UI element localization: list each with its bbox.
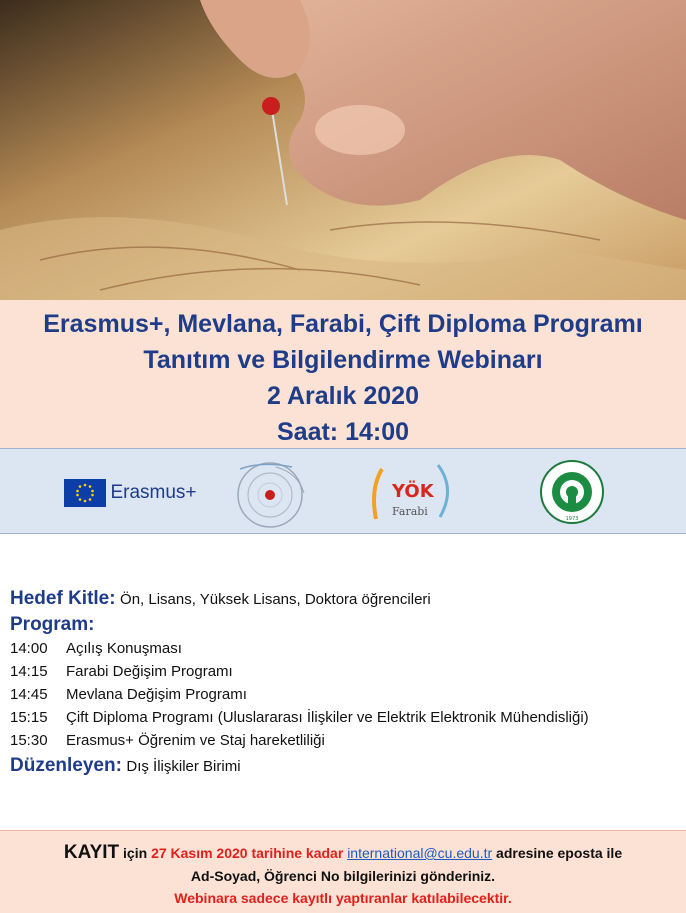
audience-value: Ön, Lisans, Yüksek Lisans, Doktora öğrencileri	[120, 591, 431, 608]
program-item	[10, 660, 680, 683]
erasmus-logo	[64, 479, 214, 543]
program-title: Çift Diploma Programı (Uluslararası İlişkiler ve Elektrik Elektronik Mühendisliği)	[66, 709, 589, 726]
farabi-logo	[368, 459, 458, 523]
registration-footer	[0, 830, 686, 913]
program-time: 14:45	[10, 686, 48, 703]
email-link[interactable]: international@cu.edu.tr	[347, 845, 493, 861]
program-item	[10, 637, 680, 660]
hero-photo	[0, 0, 686, 300]
event-time: Saat: 14:00	[276, 418, 410, 446]
program-title: Mevlana Değişim Programı	[66, 686, 247, 703]
cukurova-seal-icon	[538, 459, 608, 525]
mevlana-emblem-icon	[232, 459, 312, 529]
farabi-emblem-icon	[368, 459, 458, 525]
organizer-row	[10, 752, 680, 781]
cu-year: 1973	[565, 516, 579, 522]
program-time: 15:15	[10, 709, 48, 726]
program-item	[10, 706, 680, 729]
logo-band	[0, 448, 686, 534]
farabi-text: Farabi	[392, 505, 428, 518]
footer-line2: Ad-Soyad, Öğrenci No bilgilerinizi gönderiniz.	[190, 868, 496, 884]
pin-icon	[262, 97, 280, 115]
program-details	[10, 586, 680, 781]
cukurova-university-logo	[538, 459, 608, 523]
erasmus-logo-text: Erasmus+	[110, 482, 197, 503]
event-date: 2 Aralık 2020	[267, 382, 419, 410]
program-time: 14:15	[10, 663, 48, 680]
footer-line3: Webinara sadece kayıtlı yaptıranlar katılabilecektir.	[174, 890, 512, 906]
program-list	[10, 637, 680, 752]
event-title-line1: Erasmus+, Mevlana, Farabi, Çift Diploma Programı	[43, 310, 643, 338]
icin-text: için	[123, 845, 148, 861]
program-time: 14:00	[10, 640, 48, 657]
program-title: Farabi Değişim Programı	[66, 663, 233, 680]
mevlana-logo	[232, 459, 312, 523]
organizer-label: Düzenleyen:	[10, 755, 122, 776]
yok-mark: YÖK	[392, 481, 434, 502]
after-email-text: adresine eposta ile	[496, 845, 623, 861]
kayit-label: KAYIT	[63, 842, 120, 863]
program-item	[10, 683, 680, 706]
program-item	[10, 729, 680, 752]
organizer-value: Dış İlişkiler Birimi	[126, 758, 241, 775]
audience-label: Hedef Kitle:	[10, 588, 116, 609]
deadline-text: 27 Kasım 2020 tarihine kadar	[151, 845, 344, 861]
event-title-line2: Tanıtım ve Bilgilendirme Webinarı	[143, 346, 543, 374]
program-time: 15:30	[10, 732, 48, 749]
program-title: Erasmus+ Öğrenim ve Staj hareketliliği	[66, 732, 325, 749]
program-title: Açılış Konuşması	[66, 640, 182, 657]
map-hand-illustration	[0, 0, 686, 300]
title-band	[0, 300, 686, 448]
audience-row	[10, 586, 680, 613]
program-label: Program:	[10, 614, 95, 635]
eu-flag-icon	[64, 479, 106, 507]
